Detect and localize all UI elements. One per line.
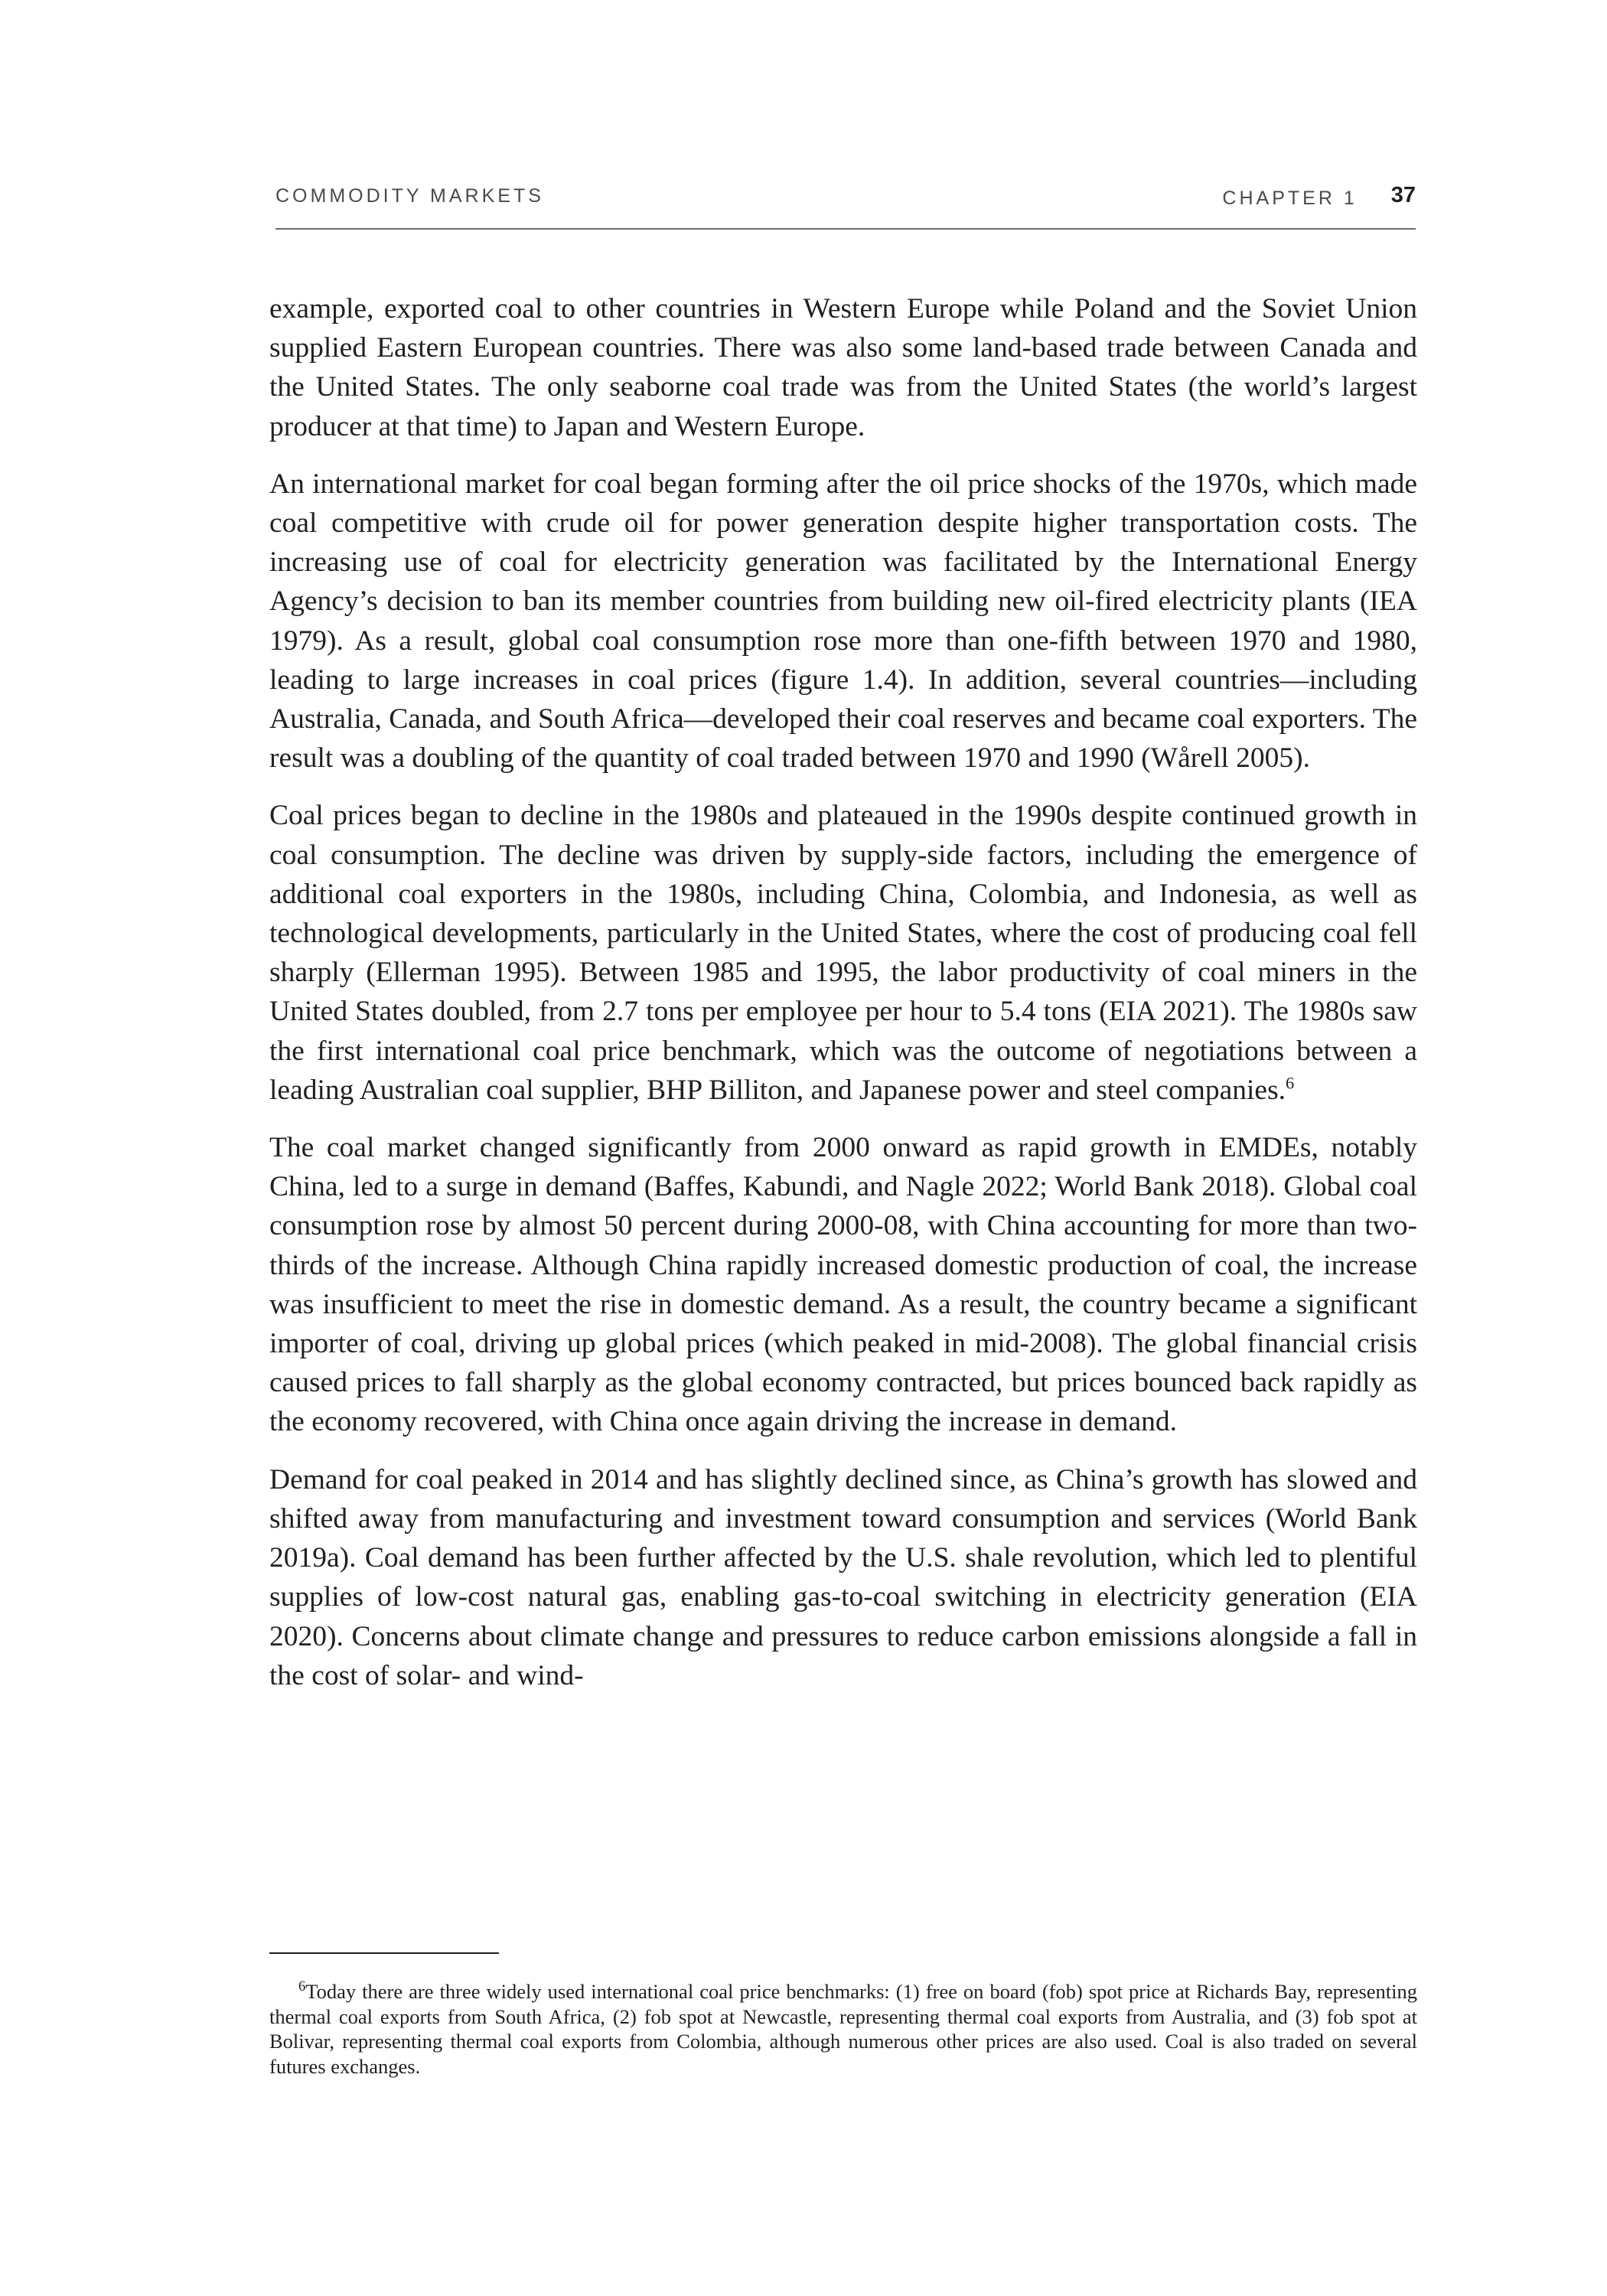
chapter-label: CHAPTER 1 — [1222, 188, 1358, 209]
paragraph-3 — [269, 796, 1417, 1110]
body-text — [269, 289, 1417, 1714]
paragraph-text: The coal market changed significantly from 2000 onward as rapid growth in EMDEs, notably China, led to a surge in demand (Baffes, Kabundi, and Nagle 2022; World Bank 2018). Global coal consumption rose by almost 50 percent during 2000-08, with China accounting for more than two-thirds of the increase. Although China rapidly increased domestic production of coal, the increase was insufficient to meet the rise in domestic demand. As a result, the country became a significant importer of coal, driving up global prices (which peaked in mid-2008). The global financial crisis caused prices to fall sharply as the global economy contracted, but prices bounced back rapidly as the economy recovered, with China once again driving the increase in demand. — [269, 1132, 1417, 1438]
footnote-divider — [269, 1952, 499, 1954]
paragraph-4 — [269, 1128, 1417, 1442]
paragraph-text: Coal prices began to decline in the 1980s and plateaued in the 1990s despite continued growth in coal consumption. The decline was driven by supply-side factors, including the emergence of additional coal exporters in the 1980s, including China, Colombia, and Indonesia, as well as technological developments, particularly in the United States, where the cost of producing coal fell sharply (Ellerman 1995). Between 1985 and 1995, the labor productivity of coal miners in the United States doubled, from 2.7 tons per employee per hour to 5.4 tons (EIA 2021). The 1980s saw the first international coal price benchmark, which was the outcome of negotiations between a leading Australian coal supplier, BHP Billiton, and Japanese power and steel companies. — [269, 800, 1417, 1106]
running-title: COMMODITY MARKETS — [275, 185, 544, 207]
footnote — [269, 1979, 1417, 2079]
chapter-page-label — [1222, 185, 1416, 210]
footnote-text: Today there are three widely used international coal price benchmarks: (1) free on board (fob) spot price at Richards Bay, representing thermal coal exports from South Africa, (2) fob spot at Newcastle, representing thermal coal exports from Australia, and (3) fob spot at Bolivar, representing thermal coal exports from Colombia, although numerous other prices are also used. Coal is also traded on several futures exchanges. — [269, 1980, 1417, 2078]
footnote-reference: 6 — [1286, 1073, 1295, 1093]
paragraph-1 — [269, 289, 1417, 446]
paragraph-text: An international market for coal began forming after the oil price shocks of the 1970s, which made coal competitive with crude oil for power generation despite higher transportation costs. The increasing use of coal for electricity generation was facilitated by the International Energy Agency’s decision to ban its member countries from building new oil-fired electricity plants (IEA 1979). As a result, global coal consumption rose more than one-fifth between 1970 and 1980, leading to large increases in coal prices (figure 1.4). In addition, several countries—including Australia, Canada, and South Africa—developed their coal reserves and became coal exporters. The result was a doubling of the quantity of coal traded between 1970 and 1990 (Wårell 2005). — [269, 468, 1417, 775]
paragraph-text: example, exported coal to other countries in Western Europe while Poland and the Soviet Union supplied Eastern European countries. There was also some land-based trade between Canada and the United States. The only seaborne coal trade was from the United States (the world’s largest producer at that time) to Japan and Western Europe. — [269, 293, 1417, 442]
footnote-marker: 6 — [298, 1978, 306, 1995]
page-number: 37 — [1390, 183, 1416, 207]
paragraph-text: Demand for coal peaked in 2014 and has slightly declined since, as China’s growth has slowed and shifted away from manufacturing and investment toward consumption and services (World Bank 2019a). Coal demand has been further affected by the U.S. shale revolution, which led to plentiful supplies of low-cost natural gas, enabling gas-to-coal switching in electricity generation (EIA 2020). Concerns about climate change and pressures to reduce carbon emissions alongside a fall in the cost of solar- and wind- — [269, 1463, 1417, 1691]
paragraph-5 — [269, 1460, 1417, 1695]
paragraph-2 — [269, 465, 1417, 778]
running-header — [275, 182, 1416, 230]
